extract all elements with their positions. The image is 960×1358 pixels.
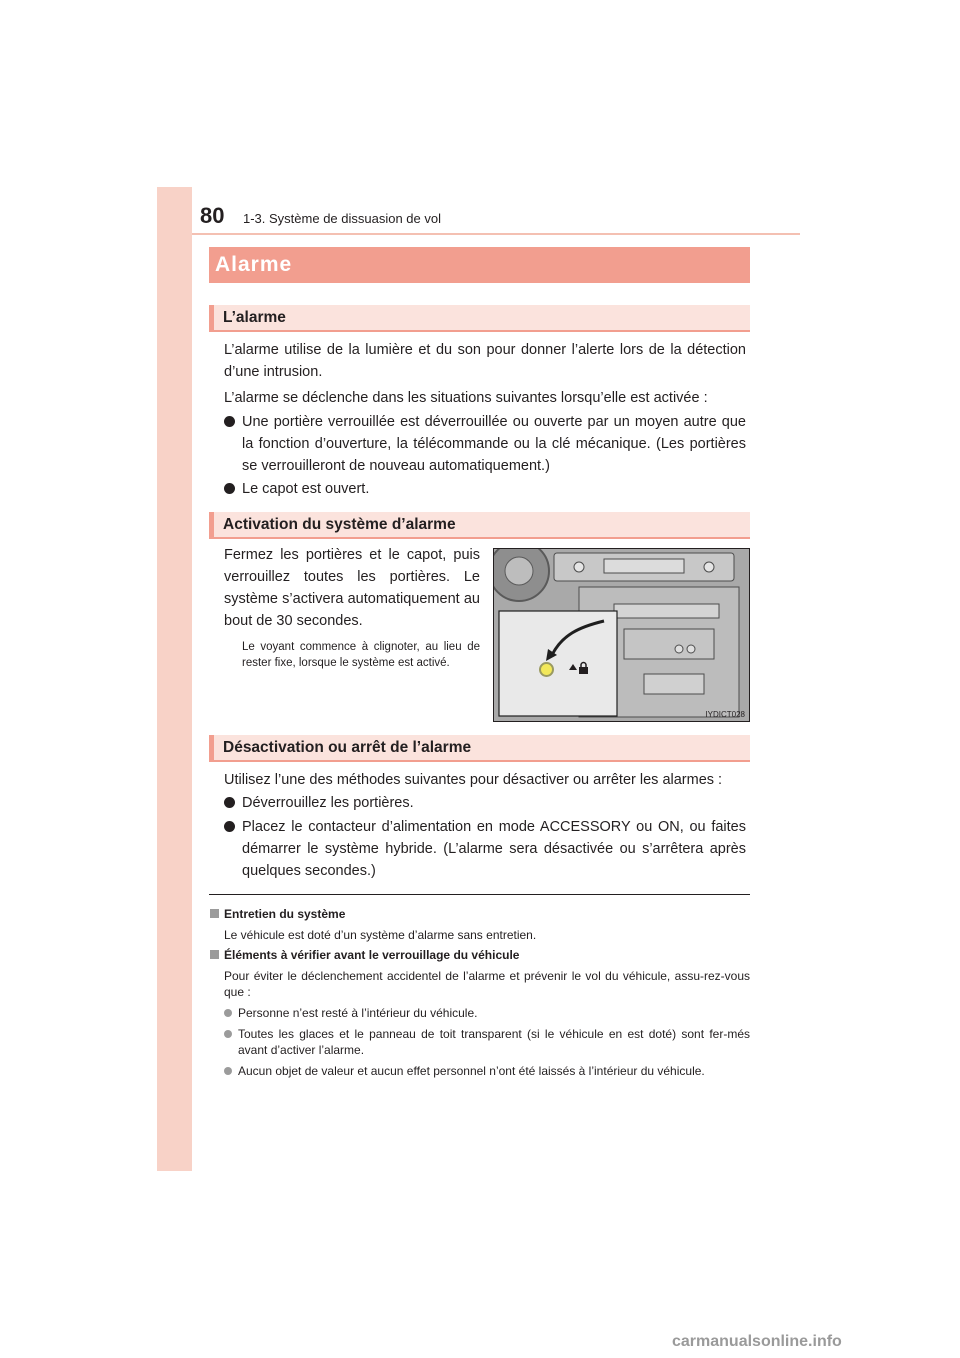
section-title: Alarme [215,253,293,276]
lock-symbol-icon [568,661,590,675]
subheading-deactivation-text: Désactivation ou arrêt de l’alarme [223,738,472,756]
bullet-dot-icon [224,1067,232,1075]
chapter-title: 1-3. Système de dissuasion de vol [243,211,441,226]
deactivation-bullet-2: Placez le contacteur d’alimentation en mode ACCESSORY ou ON, ou faites démarrer le système hybride. (L’alarme sera désactivée ou s’arrêtera après quelques secondes.) [224,816,746,882]
note-check-title: Éléments à vérifier avant le verrouillage du véhicule [210,947,519,963]
note-check-bullet-2: Toutes les glaces et le panneau de toit transparent (si le véhicule en est doté) sont fer-més avant d’activer l’alarme. [224,1026,750,1058]
subheading-alarm [209,305,750,332]
indicator-light-icon [539,662,554,677]
bullet-dot-icon [224,797,235,808]
figure-code: IYDICT028 [705,710,745,719]
deactivation-bullet-1: Déverrouillez les portières. [224,792,746,814]
note-check-bullet-1: Personne n’est resté à l’intérieur du véhicule. [224,1005,750,1021]
dashboard-figure [493,548,750,722]
deactivation-intro: Utilisez l’une des méthodes suivantes pour désactiver ou arrêter les alarmes : [224,772,723,788]
bullet-dot-icon [224,483,235,494]
alarm-bullet-2: Le capot est ouvert. [224,478,746,500]
watermark: carmanualsonline.info [672,1333,842,1350]
bullet-dot-icon [224,416,235,427]
section-title-bar [209,247,750,283]
activation-note: Le voyant commence à clignoter, au lieu de rester fixe, lorsque le système est activé. [242,641,480,669]
alarm-bullet-1: Une portière verrouillée est déverrouillée ou ouverte par un moyen autre que la fonction d’ouverture, la télécommande ou la clé mécanique. (Les portières se verrouilleront de nouveau automatiquement.) [224,411,746,477]
note-check-text: Pour éviter le déclenchement accidentel de l’alarme et prévenir le vol du véhicule, assu-rez-vous que : [224,969,750,999]
alarm-trigger-intro: L’alarme se déclenche dans les situations suivantes lorsqu’elle est activée : [224,390,708,406]
activation-text: Fermez les portières et le capot, puis verrouillez toutes les portières. Le système s’activera automatiquement au bout de 30 secondes. [224,547,480,629]
subheading-alarm-text: L’alarme [223,308,286,326]
bullet-dot-icon [224,1030,232,1038]
alarm-intro: L’alarme utilise de la lumière et du son pour donner l’alerte lors de la détection d’une intrusion. [224,342,746,380]
bullet-dot-icon [224,821,235,832]
note-maintenance-title: Entretien du système [210,906,345,922]
bullet-dot-icon [224,1009,232,1017]
dashboard-illustration [494,549,749,721]
notes-divider [209,894,750,895]
square-bullet-icon [210,950,219,959]
note-check-bullet-3: Aucun objet de valeur et aucun effet personnel n’ont été laissés à l’intérieur du véhicule. [224,1063,750,1079]
subheading-deactivation [209,735,750,762]
note-maintenance-text: Le véhicule est doté d’un système d’alarme sans entretien. [224,928,537,942]
page-number: 80 [200,203,225,228]
header-divider [192,233,800,235]
subheading-activation [209,512,750,539]
square-bullet-icon [210,909,219,918]
side-tab-strip [157,187,192,1171]
subheading-activation-text: Activation du système d’alarme [223,515,456,533]
